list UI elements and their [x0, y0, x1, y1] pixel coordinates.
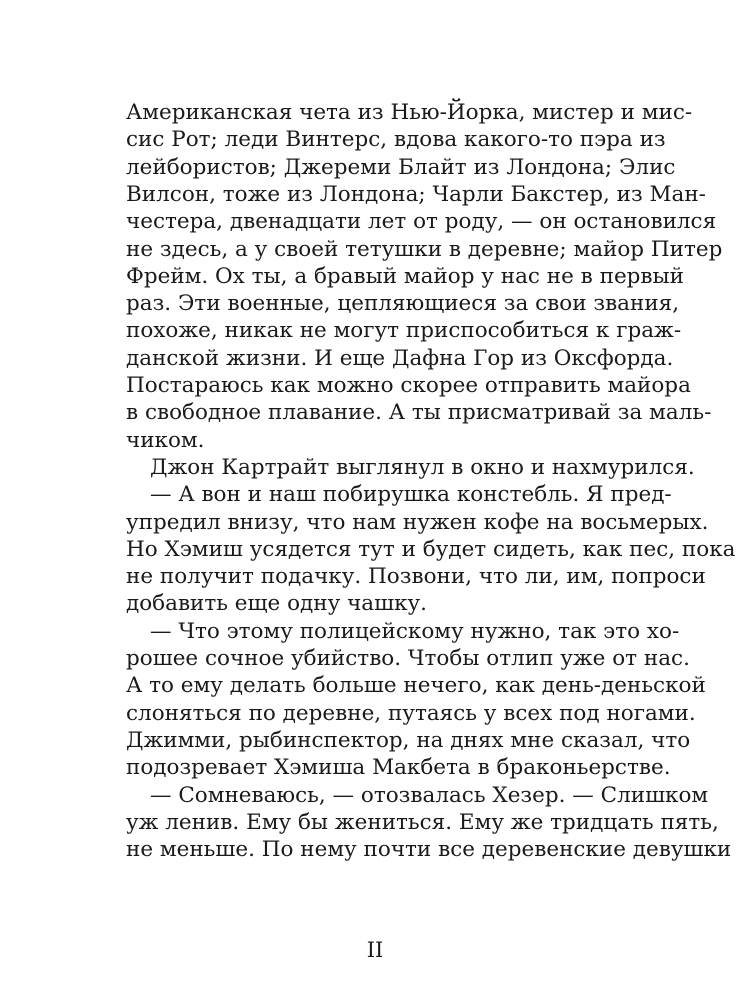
- text-line: рошее сочное убийство. Чтобы отлип уже от нас.: [126, 646, 690, 671]
- text-line: сис Рот; леди Винтерс, вдова какого-то пэра из: [126, 127, 666, 153]
- text-line: Постараюсь как можно скорее отправить майора: [126, 373, 691, 398]
- paragraph-first-line: — Сомневаюсь, — отозвалась Хезер. — Слишком: [150, 782, 709, 808]
- text-line: подозревает Хэмиша Макбета в браконьерстве.: [126, 755, 671, 781]
- text-line: Джимми, рыбинспектор, на днях мне сказал, что: [126, 727, 691, 753]
- text-line: Американская чета из Нью-Йорка, мистер и мис-: [126, 100, 693, 125]
- text-line: добавить еще одну чашку.: [126, 591, 428, 617]
- text-line: не здесь, а у своей тетушки в деревне; майор Питер: [126, 236, 723, 262]
- text-line: А то ему делать больше нечего, как день-деньской: [126, 673, 706, 699]
- text-line: чиком.: [126, 427, 205, 453]
- text-line: в свободное плавание. А ты присматривай за маль-: [126, 400, 712, 426]
- text-line: уж ленив. Ему бы жениться. Ему же тридцать пять,: [126, 809, 719, 835]
- text-line: данской жизни. И еще Дафна Гор из Оксфорда.: [126, 345, 674, 371]
- paragraph-first-line: — А вон и наш побирушка констебль. Я пред-: [150, 482, 672, 508]
- text-line: слоняться по деревне, путаясь у всех под ногами.: [126, 700, 696, 726]
- page-number: II: [366, 938, 384, 962]
- text-line: не получит подачку. Позвони, что ли, им, попроси: [126, 564, 706, 590]
- text-line: Фрейм. Ох ты, а бравый майор у нас не в первый: [126, 263, 684, 289]
- text-line: не меньше. По нему почти все деревенские девушки: [126, 837, 732, 863]
- text-line: Вилсон, тоже из Лондона; Чарли Бакстер, из Ман-: [126, 181, 706, 207]
- text-line: раз. Эти военные, цепляющиеся за свои звания,: [126, 291, 680, 317]
- text-line: Но Хэмиш усядется тут и будет сидеть, как пес, пока: [126, 536, 736, 562]
- paragraph-first-line: — Что этому полицейскому нужно, так это хо-: [150, 618, 680, 644]
- text-line: честера, двенадцати лет от роду, — он остановился: [126, 209, 717, 235]
- text-line: похоже, никак не могут приспособиться к граж-: [126, 318, 682, 344]
- text-line: упредил внизу, что нам нужен кофе на восьмерых.: [126, 509, 709, 535]
- text-line: лейбористов; Джереми Блайт из Лондона; Элис: [126, 154, 676, 180]
- paragraph-first-line: Джон Картрайт выглянул в окно и нахмурился.: [150, 454, 695, 480]
